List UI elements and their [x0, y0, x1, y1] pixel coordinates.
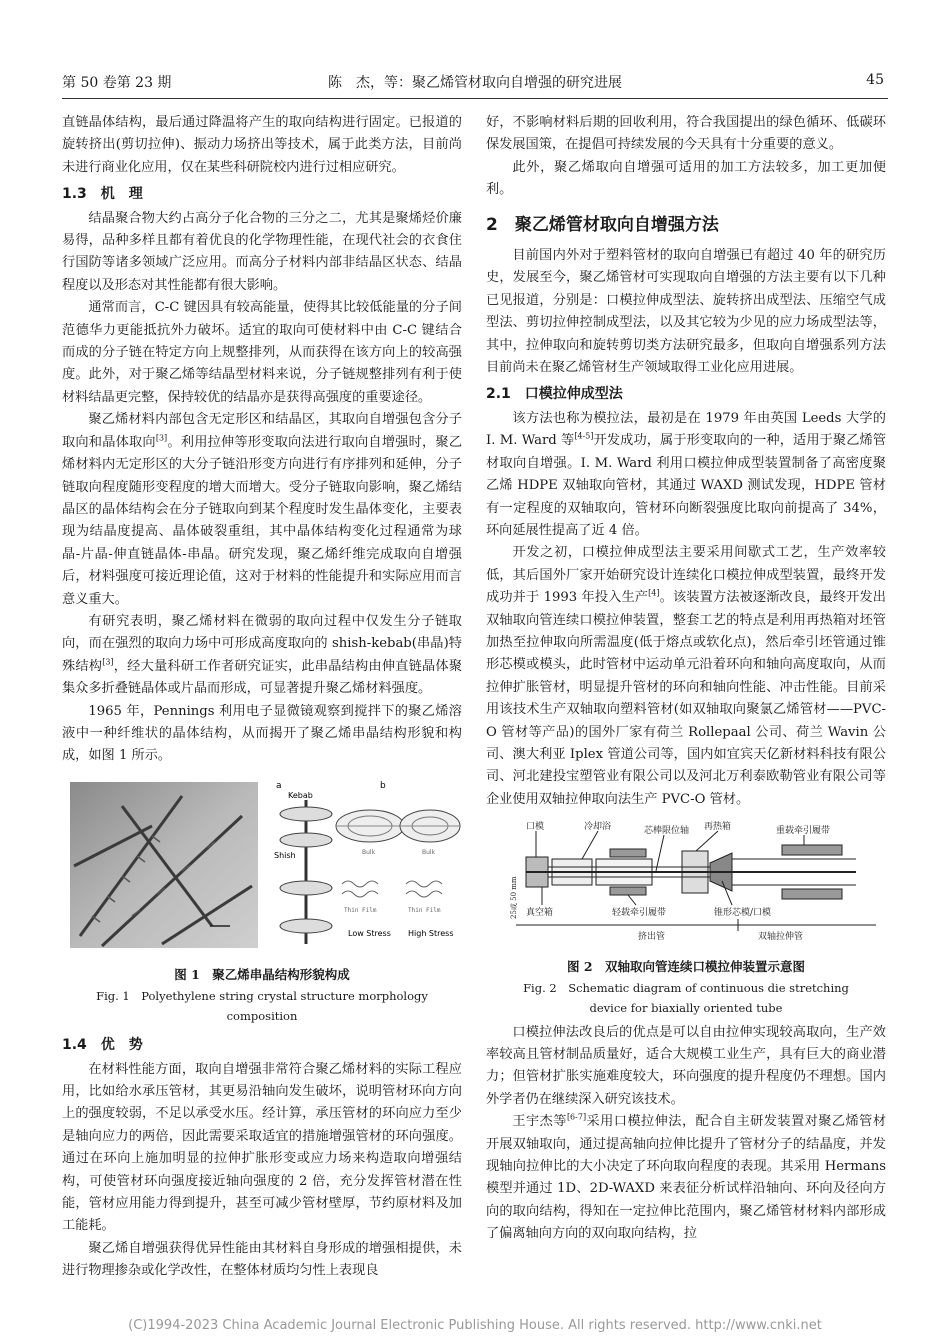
section-heading-1-4: 1.4 优 势	[62, 1037, 143, 1054]
section-heading-1-3: 1.3 机 理	[62, 186, 143, 203]
citation: [3]	[155, 433, 168, 443]
thin-film-label-high: Thin Film	[408, 906, 441, 914]
paragraph: 此外，聚乙烯取向自增强可适用的加工方法较多，加工更加便利。	[486, 159, 886, 198]
shish-label: Shish	[274, 850, 296, 860]
paragraph	[486, 542, 886, 811]
citation: [4-5]	[574, 431, 594, 441]
text: 开发之初，口模拉伸成型法主要采用间歇式工艺，生产效率较低，其后国外厂家开始研究设计连续化口模拉伸成型装置，最终开发成功并于 1993 年投入生产	[486, 545, 886, 606]
bulk-label-low: Bulk	[362, 848, 376, 856]
citation: [3]	[102, 657, 114, 667]
reheat-box-label: 再热箱	[704, 822, 732, 833]
paragraph	[486, 408, 886, 542]
header-rule	[62, 98, 888, 99]
bulk-label-high: Bulk	[422, 848, 436, 856]
citation: [4]	[648, 588, 660, 598]
paragraph: 好，不影响材料后期的回收利用，符合我国提出的绿色循环、低碳环保发展国策，在提倡可持续发展的今天具有十分重要的意义。	[486, 115, 886, 153]
section-heading-2-1: 2.1 口模拉伸成型法	[486, 386, 623, 403]
left-column	[62, 112, 462, 1283]
figure-2-caption-cn: 图 2 双轴取向管连续口模拉伸装置示意图	[566, 958, 806, 974]
paragraph: 结晶聚合物大约占高分子化合物的三分之二，尤其是聚烯烃价廉易得，品种多样且都有着优良的化学物理性能，在现代社会的衣食住行国防等诸多领域广泛应用。而高分子材料内部非结晶区状态、结晶程度以及形态对其性能都有很大影响。	[62, 210, 462, 293]
heavy-haul-label: 重载牵引履带	[776, 826, 831, 837]
text: 采用口模拉伸法，配合自主研发装置对聚乙烯管材开展双轴取向，通过提高轴向拉伸比提升了管材分子的结晶度，并发现轴向拉伸比的大小决定了环向取向程度的表现。其采用 Hermans 模型并通过 1D、2D-WAXD 来表征分析试样沿轴向、环向及径向方向的取向结构，得知在一定拉伸比范围内，聚乙烯管材材料内部形成了偏离轴向方向的双向取向结构，拉	[486, 1114, 887, 1242]
device-body	[526, 845, 856, 899]
cooling-bath-label: 冷却浴	[584, 822, 612, 833]
paragraph	[62, 611, 462, 701]
right-column	[486, 112, 886, 1246]
kebab-label: Kebab	[288, 790, 313, 800]
shish-kebab-schematic	[280, 800, 332, 944]
paragraph: 在材料性能方面，取向自增强非常符合聚乙烯材料的实际工程应用，比如给水承压管材，其更易沿轴向发生破坏，说明管材环向方向上的强度较弱，不足以承受水压。经计算，承压管材的环向应力至少是轴向应力的两倍，因此需要采取适宜的措施增强管材的环向强度。通过在环向上施加明显的拉伸扩胀形变或应力场来构造取向增强结构，可使管材环向强度接近轴向强度的 2 倍，充分发挥管材潜在性能，管材应用能力得到提升，甚至可减少管材壁厚，节约原材料及加工能耗。	[62, 1061, 462, 1234]
section-heading-2: 2 聚乙烯管材取向自增强方法	[486, 214, 719, 235]
figure-1-image	[62, 776, 462, 956]
mandrel-shaft-label: 芯棒限位轴	[644, 826, 690, 837]
light-haul-label: 轻载牵引履带	[612, 908, 667, 919]
paragraph: 聚乙烯自增强获得优异性能由其材料自身形成的增强相提供，未进行物理掺杂或化学改性，在整体材质均匀性上表现良	[62, 1240, 462, 1279]
cone-mandrel-label: 锥形芯模/口模	[714, 908, 772, 919]
vacuum-box-label: 真空箱	[526, 908, 554, 919]
text: ，经大量科研工作者研究证实，此串晶结构由伸直链晶体聚集众多折叠链晶体或片晶而形成，可显著提升聚乙烯材料强度。	[62, 658, 463, 697]
figure-2	[486, 819, 886, 1017]
paragraph: 直链晶体结构，最后通过降温将产生的取向结构进行固定。已报道的旋转挤出(剪切拉伸)、振动力场挤出等技术，属于此类方法，目前尚未进行商业化应用，仅在某些科研院校内进行过相应研究。	[62, 115, 462, 175]
text: 该方法也称为模拉法，最初是在 1979 年由英国 Leeds 大学的 I. M. Ward 等	[486, 410, 886, 449]
figure-1-caption-cn: 图 1 聚乙烯串晶结构形貌构成	[174, 967, 350, 983]
paragraph: 通常而言，C-C 键因具有较高能量，使得其比较低能量的分子间范德华力更能抵抗外力破坏。适宜的取向可使材料中由 C-C 键结合而成的分子链在特定方向上规整排列，从而获得在该方向上的较高强度。此外，对于聚乙烯等结晶型材料来说，分子链规整排列有利于使材料结晶更完整，保持较优的结晶亦是获得高强度的重要途径。	[62, 300, 462, 405]
paragraph: 口模拉伸法改良后的优点是可以自由拉伸实现较高取向，生产效率较高且管材制品质量好，适合大规模工业生产，具有巨大的商业潜力；但管材扩胀实施难度较大，环向强度的提升程度仍不理想。国内外学者仍在继续深入研究该技术。	[486, 1024, 886, 1107]
panel-a-label: a	[276, 780, 282, 791]
thin-film-pattern	[342, 881, 442, 897]
running-head-title: 陈 杰，等：聚乙烯管材取向自增强的研究进展	[328, 75, 622, 91]
low-stress-label: Low Stress	[348, 928, 391, 938]
text: 王宇杰等	[512, 1114, 567, 1130]
low-stress-disc	[336, 810, 404, 842]
text: 开发成功，属于形变取向的一种，适用于聚乙烯管材取向自增强。I. M. Ward 利用口模拉伸成型装置制备了高密度聚乙烯 HDPE 双轴取向管材，其通过 WAXD 测试发现，HDPE 管材有一定程度的双轴取向，管材环向断裂强度比取向前提高了 34%，环向延展性提高了近 4 倍。	[486, 433, 887, 538]
figure-1	[62, 776, 462, 1026]
figure-1-caption-en: Fig. 1 Polyethylene string crystal structure morphology composition	[96, 989, 428, 1024]
paragraph	[486, 1111, 886, 1245]
paragraph	[62, 409, 462, 611]
thin-film-label-low: Thin Film	[344, 906, 377, 914]
die-label: 口模	[526, 822, 545, 833]
text: 。利用拉伸等形变取向法进行取向自增强时，聚乙烯材料内无定形区的大分子链沿形变方向进行有序排列和延伸，分子链取向程度随形变程度的增大而增大。受分子链取向影响，聚乙烯结晶区的晶体结构会在分子链取向到某个程度时发生晶体变化，主要表现为结晶度提高、晶体破裂重组，其中晶体结构变化过程通常为球晶-片晶-伸直链晶体-串晶。研究发现，聚乙烯纤维完成取向自增强后，材料强度可接近理论值，这对于材料的性能提升和实际应用而言意义重大。	[62, 434, 463, 607]
paragraph: 1965 年，Pennings 利用电子显微镜观察到搅拌下的聚乙烯溶液中一种纤维状的晶体结构，从而揭开了聚乙烯串晶结构形貌和构成，如图 1 所示。	[62, 703, 462, 764]
figure-2-diagram	[486, 819, 886, 947]
biaxial-tube-label: 双轴拉伸管	[758, 932, 804, 943]
figure-2-caption-en-2: device for biaxially oriented tube	[589, 1000, 783, 1015]
copyright-footer: (C)1994-2023 China Academic Journal Electronic Publishing House. All rights reserved. http://www.cnki.net	[128, 1318, 822, 1333]
micrograph-background	[70, 782, 258, 948]
text: 有研究表明，聚乙烯材料在微弱的取向过程中仅发生分子链取向，而在强烈的取向力场中可形成高度取向的 shish-kebab(串晶)特殊结构	[62, 613, 462, 674]
high-stress-disc	[400, 810, 460, 842]
high-stress-label: High Stress	[408, 928, 454, 938]
text: 聚乙烯材料内部包含无定形区和结晶区，其取向自增强包含分子取向和晶体取向	[62, 412, 462, 450]
running-head-issue: 第 50 卷第 23 期	[62, 75, 172, 91]
extruded-tube-label: 挤出管	[638, 932, 666, 943]
panel-b-label: b	[380, 780, 386, 791]
paragraph: 目前国内外对于塑料管材的取向自增强已有超过 40 年的研究历史，发展至今，聚乙烯管材可实现取向自增强的方法主要有以下几种已见报道，分别是：口模拉伸成型法、旋转挤出成型法、压缩空气成型法、剪切拉伸控制成型法，以及其它较为少见的应力场成型法等，其中，拉伸取向和旋转剪切类方法研究最多，但取向自增强系列方法目前尚未在聚乙烯管材生产领域取得工业化应用进展。	[486, 248, 886, 376]
page-number: 45	[866, 72, 884, 88]
dimension-label: 25或 50 mm	[510, 876, 518, 920]
text: 。该装置方法被逐渐改良，最终开发出双轴取向管连续口模拉伸装置，整套工艺的特点是利用再热箱对坯管加热至拉伸取向所需温度(低于熔点或软化点)，然后牵引坯管通过锥形芯模或模头，此时管材中运动单元沿着环向和轴向高度取向，从而拉伸扩胀管材，明显提升管材的环向和轴向性能、冲击性能。目前采用该技术生产双轴取向塑料管材(如双轴取向聚氯乙烯管材——PVC-O 管材等产品)的国外厂家有荷兰 Rollepaal 公司、荷兰 Wavin 公司、澳大利亚 Iplex 管道公司等，国内如宜宾天亿新材料科技有限公司、河北建投宝塑管业有限公司以及河北万利泰欧勒管业有限公司等企业使用双轴拉伸取向法生产 PVC-O 管材。	[486, 590, 886, 807]
citation: [6-7]	[566, 1112, 587, 1122]
figure-2-caption-en-1: Fig. 2 Schematic diagram of continuous die stretching	[523, 980, 849, 995]
